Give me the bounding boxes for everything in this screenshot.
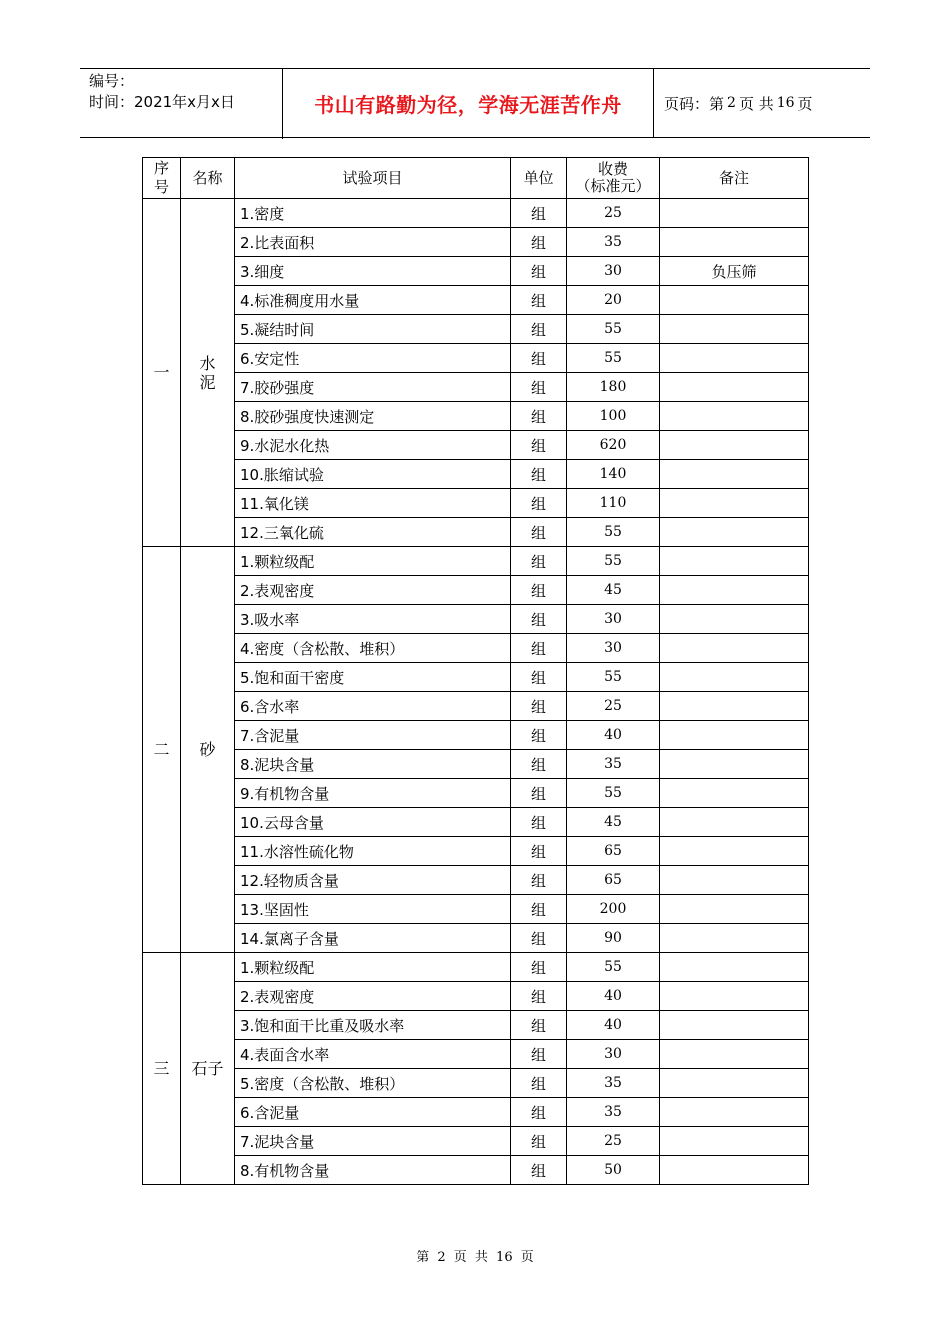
table-row: [143, 866, 809, 895]
item-cell: 4.标准稠度用水量: [235, 286, 511, 315]
table-row: [143, 460, 809, 489]
item-cell: 7.泥块含量: [235, 1127, 511, 1156]
table-row: [143, 634, 809, 663]
item-cell: 11.水溶性硫化物: [235, 837, 511, 866]
document-time-label: 时间：2021年x月x日: [89, 93, 235, 111]
table-row: [143, 518, 809, 547]
unit-cell: 组: [511, 460, 567, 489]
note-cell: [660, 1040, 809, 1069]
fee-cell: 25: [567, 1127, 660, 1156]
header-meta: [80, 69, 283, 139]
item-cell: 9.有机物含量: [235, 779, 511, 808]
note-cell: [660, 286, 809, 315]
header-item: 试验项目: [235, 158, 511, 199]
unit-cell: 组: [511, 344, 567, 373]
fee-cell: 20: [567, 286, 660, 315]
unit-cell: 组: [511, 750, 567, 779]
fee-cell: 25: [567, 692, 660, 721]
note-cell: [660, 808, 809, 837]
header-page-number: [654, 69, 870, 137]
note-cell: [660, 837, 809, 866]
table-row: [143, 344, 809, 373]
page-suffix: 页: [797, 94, 813, 113]
item-cell: 6.含泥量: [235, 1098, 511, 1127]
group-name: 水泥: [181, 199, 235, 547]
unit-cell: 组: [511, 228, 567, 257]
table-row: [143, 576, 809, 605]
item-cell: 3.饱和面干比重及吸水率: [235, 1011, 511, 1040]
item-cell: 11.氧化镁: [235, 489, 511, 518]
unit-cell: 组: [511, 808, 567, 837]
unit-cell: 组: [511, 257, 567, 286]
fee-cell: 55: [567, 518, 660, 547]
fee-cell: 30: [567, 634, 660, 663]
table-header-row: [143, 158, 809, 199]
page-total: 16: [776, 95, 795, 111]
unit-cell: 组: [511, 721, 567, 750]
table-body: [143, 199, 809, 1185]
note-cell: 负压筛: [660, 257, 809, 286]
table-row: [143, 257, 809, 286]
fee-cell: 50: [567, 1156, 660, 1185]
table-row: [143, 1040, 809, 1069]
table-row: [143, 837, 809, 866]
table-row: [143, 895, 809, 924]
item-cell: 10.云母含量: [235, 808, 511, 837]
note-cell: [660, 199, 809, 228]
header-name: 名称: [181, 158, 235, 199]
note-cell: [660, 228, 809, 257]
fee-cell: 65: [567, 837, 660, 866]
header-fee-line1: 收费: [597, 160, 628, 178]
item-cell: 9.水泥水化热: [235, 431, 511, 460]
page-mid: 页 共: [738, 94, 774, 113]
note-cell: [660, 373, 809, 402]
unit-cell: 组: [511, 1098, 567, 1127]
header-seq: 序号: [143, 158, 181, 199]
item-cell: 2.表观密度: [235, 576, 511, 605]
fee-cell: 55: [567, 663, 660, 692]
unit-cell: 组: [511, 895, 567, 924]
header-fee-line2: （标准元）: [575, 177, 651, 195]
item-cell: 5.密度（含松散、堆积）: [235, 1069, 511, 1098]
table-row: [143, 286, 809, 315]
fee-cell: 30: [567, 257, 660, 286]
fee-cell: 55: [567, 779, 660, 808]
fee-cell: 140: [567, 460, 660, 489]
note-cell: [660, 692, 809, 721]
fee-cell: 45: [567, 808, 660, 837]
note-cell: [660, 576, 809, 605]
unit-cell: 组: [511, 953, 567, 982]
group-name: 石子: [181, 953, 235, 1185]
table-row: [143, 953, 809, 982]
table-row: [143, 982, 809, 1011]
unit-cell: 组: [511, 866, 567, 895]
note-cell: [660, 315, 809, 344]
table-row: [143, 779, 809, 808]
group-seq: 三: [143, 953, 181, 1185]
unit-cell: 组: [511, 924, 567, 953]
fee-cell: 100: [567, 402, 660, 431]
fee-cell: 40: [567, 721, 660, 750]
item-cell: 13.坚固性: [235, 895, 511, 924]
note-cell: [660, 1098, 809, 1127]
note-cell: [660, 1156, 809, 1185]
note-cell: [660, 518, 809, 547]
fee-cell: 25: [567, 199, 660, 228]
fee-cell: 30: [567, 1040, 660, 1069]
item-cell: 1.颗粒级配: [235, 547, 511, 576]
table-row: [143, 1098, 809, 1127]
unit-cell: 组: [511, 489, 567, 518]
item-cell: 1.颗粒级配: [235, 953, 511, 982]
unit-cell: 组: [511, 286, 567, 315]
unit-cell: 组: [511, 518, 567, 547]
table-row: [143, 199, 809, 228]
note-cell: [660, 750, 809, 779]
note-cell: [660, 866, 809, 895]
header-unit: 单位: [511, 158, 567, 199]
fee-cell: 30: [567, 605, 660, 634]
item-cell: 7.胶砂强度: [235, 373, 511, 402]
note-cell: [660, 721, 809, 750]
fee-cell: 90: [567, 924, 660, 953]
item-cell: 1.密度: [235, 199, 511, 228]
table-row: [143, 808, 809, 837]
table-row: [143, 228, 809, 257]
unit-cell: 组: [511, 199, 567, 228]
fee-cell: 40: [567, 982, 660, 1011]
table-row: [143, 663, 809, 692]
table-row: [143, 692, 809, 721]
item-cell: 6.安定性: [235, 344, 511, 373]
unit-cell: 组: [511, 1011, 567, 1040]
page-current: 2: [727, 95, 736, 111]
fee-cell: 55: [567, 953, 660, 982]
item-cell: 6.含水率: [235, 692, 511, 721]
note-cell: [660, 1069, 809, 1098]
item-cell: 4.密度（含松散、堆积）: [235, 634, 511, 663]
fee-cell: 55: [567, 315, 660, 344]
fee-cell: 65: [567, 866, 660, 895]
page-prefix: 页码：第: [664, 94, 725, 113]
table-row: [143, 1069, 809, 1098]
unit-cell: 组: [511, 779, 567, 808]
unit-cell: 组: [511, 373, 567, 402]
table-row: [143, 750, 809, 779]
table-row: [143, 373, 809, 402]
unit-cell: 组: [511, 692, 567, 721]
note-cell: [660, 547, 809, 576]
table-row: [143, 1156, 809, 1185]
item-cell: 10.胀缩试验: [235, 460, 511, 489]
note-cell: [660, 779, 809, 808]
note-cell: [660, 1011, 809, 1040]
note-cell: [660, 895, 809, 924]
table-row: [143, 721, 809, 750]
fee-cell: 200: [567, 895, 660, 924]
table-row: [143, 489, 809, 518]
group-name: 砂: [181, 547, 235, 953]
note-cell: [660, 605, 809, 634]
page-header: [80, 68, 870, 138]
note-cell: [660, 431, 809, 460]
document-code-label: 编号：: [89, 72, 135, 90]
item-cell: 8.胶砂强度快速测定: [235, 402, 511, 431]
item-cell: 2.表观密度: [235, 982, 511, 1011]
fee-cell: 35: [567, 1098, 660, 1127]
unit-cell: 组: [511, 576, 567, 605]
unit-cell: 组: [511, 982, 567, 1011]
fee-cell: 55: [567, 547, 660, 576]
item-cell: 4.表面含水率: [235, 1040, 511, 1069]
item-cell: 3.细度: [235, 257, 511, 286]
item-cell: 14.氯离子含量: [235, 924, 511, 953]
unit-cell: 组: [511, 1156, 567, 1185]
table-row: [143, 431, 809, 460]
table-row: [143, 1011, 809, 1040]
unit-cell: 组: [511, 402, 567, 431]
note-cell: [660, 634, 809, 663]
fee-cell: 45: [567, 576, 660, 605]
note-cell: [660, 344, 809, 373]
header-fee: [567, 158, 660, 199]
unit-cell: 组: [511, 837, 567, 866]
unit-cell: 组: [511, 634, 567, 663]
item-cell: 5.凝结时间: [235, 315, 511, 344]
note-cell: [660, 982, 809, 1011]
table-row: [143, 605, 809, 634]
group-seq: 二: [143, 547, 181, 953]
unit-cell: 组: [511, 547, 567, 576]
header-slogan: 书山有路勤为径，学海无涯苦作舟: [283, 69, 654, 137]
unit-cell: 组: [511, 431, 567, 460]
fee-cell: 40: [567, 1011, 660, 1040]
fee-cell: 35: [567, 750, 660, 779]
unit-cell: 组: [511, 663, 567, 692]
header-note: 备注: [660, 158, 809, 199]
unit-cell: 组: [511, 1040, 567, 1069]
item-cell: 2.比表面积: [235, 228, 511, 257]
table-row: [143, 547, 809, 576]
table-row: [143, 924, 809, 953]
unit-cell: 组: [511, 1127, 567, 1156]
fee-cell: 110: [567, 489, 660, 518]
note-cell: [660, 663, 809, 692]
fee-cell: 180: [567, 373, 660, 402]
unit-cell: 组: [511, 315, 567, 344]
note-cell: [660, 489, 809, 518]
group-seq: 一: [143, 199, 181, 547]
item-cell: 3.吸水率: [235, 605, 511, 634]
table-row: [143, 315, 809, 344]
note-cell: [660, 953, 809, 982]
item-cell: 8.泥块含量: [235, 750, 511, 779]
fee-cell: 620: [567, 431, 660, 460]
table-row: [143, 402, 809, 431]
note-cell: [660, 924, 809, 953]
table-row: [143, 1127, 809, 1156]
fee-cell: 35: [567, 228, 660, 257]
note-cell: [660, 402, 809, 431]
item-cell: 12.三氧化硫: [235, 518, 511, 547]
note-cell: [660, 460, 809, 489]
unit-cell: 组: [511, 1069, 567, 1098]
note-cell: [660, 1127, 809, 1156]
fee-table: [142, 157, 809, 1185]
item-cell: 5.饱和面干密度: [235, 663, 511, 692]
page-footer: 第 2 页 共 16 页: [416, 1250, 534, 1265]
item-cell: 7.含泥量: [235, 721, 511, 750]
item-cell: 8.有机物含量: [235, 1156, 511, 1185]
item-cell: 12.轻物质含量: [235, 866, 511, 895]
unit-cell: 组: [511, 605, 567, 634]
fee-cell: 35: [567, 1069, 660, 1098]
fee-cell: 55: [567, 344, 660, 373]
